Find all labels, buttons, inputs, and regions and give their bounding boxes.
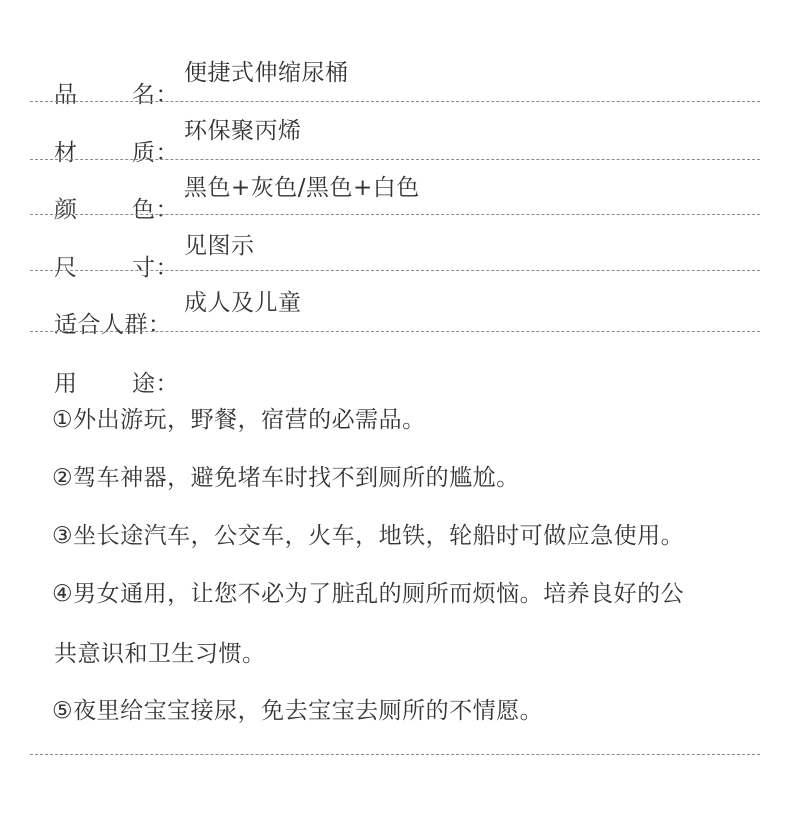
- dashed-divider: [30, 101, 760, 102]
- spec-label-char-1: 品: [54, 82, 78, 108]
- usage-item: ②驾车神器，避免堵车时找不到厕所的尴尬。: [52, 465, 520, 491]
- usage-item: ③坐长途汽车，公交车，火车，地铁，轮船时可做应急使用。: [52, 523, 685, 549]
- dashed-divider: [30, 214, 760, 215]
- spec-label-char-1: 颜: [54, 197, 78, 223]
- spec-label-char-1: 用: [54, 371, 78, 397]
- spec-row-color: [54, 173, 420, 223]
- spec-row-audience: [54, 288, 302, 338]
- spec-value: 便捷式伸缩尿桶: [184, 60, 349, 86]
- spec-row-material: [54, 116, 302, 166]
- dashed-divider: [30, 754, 760, 755]
- spec-row-name: [54, 58, 349, 108]
- spec-value: 成人及儿童: [184, 290, 302, 316]
- dashed-divider: [30, 159, 760, 160]
- usage-item-continuation: 共意识和卫生习惯。: [54, 641, 266, 667]
- spec-label-char-2: 寸：: [132, 255, 179, 281]
- spec-row-usage: [54, 347, 184, 397]
- spec-label-char-1: 尺: [54, 255, 78, 281]
- spec-label-text: 适合人群：: [54, 312, 172, 338]
- dashed-divider: [30, 270, 760, 271]
- spec-label-char-2: 质：: [132, 140, 179, 166]
- spec-value: 环保聚丙烯: [184, 118, 302, 144]
- usage-item: ①外出游玩，野餐，宿营的必需品。: [52, 407, 426, 433]
- spec-label-char-2: 色：: [132, 197, 179, 223]
- dashed-divider: [30, 331, 760, 332]
- spec-label-char-2: 名：: [132, 82, 179, 108]
- usage-item: ④男女通用，让您不必为了脏乱的厕所而烦恼。培养良好的公: [52, 581, 685, 607]
- usage-item: ⑤夜里给宝宝接尿，免去宝宝去厕所的不情愿。: [52, 698, 544, 724]
- spec-value: 见图示: [184, 233, 255, 259]
- spec-value: 黑色+灰色/黑色+白色: [184, 175, 420, 201]
- spec-label-char-1: 材: [54, 140, 78, 166]
- spec-label-char-2: 途：: [132, 371, 179, 397]
- spec-row-size: [54, 231, 255, 281]
